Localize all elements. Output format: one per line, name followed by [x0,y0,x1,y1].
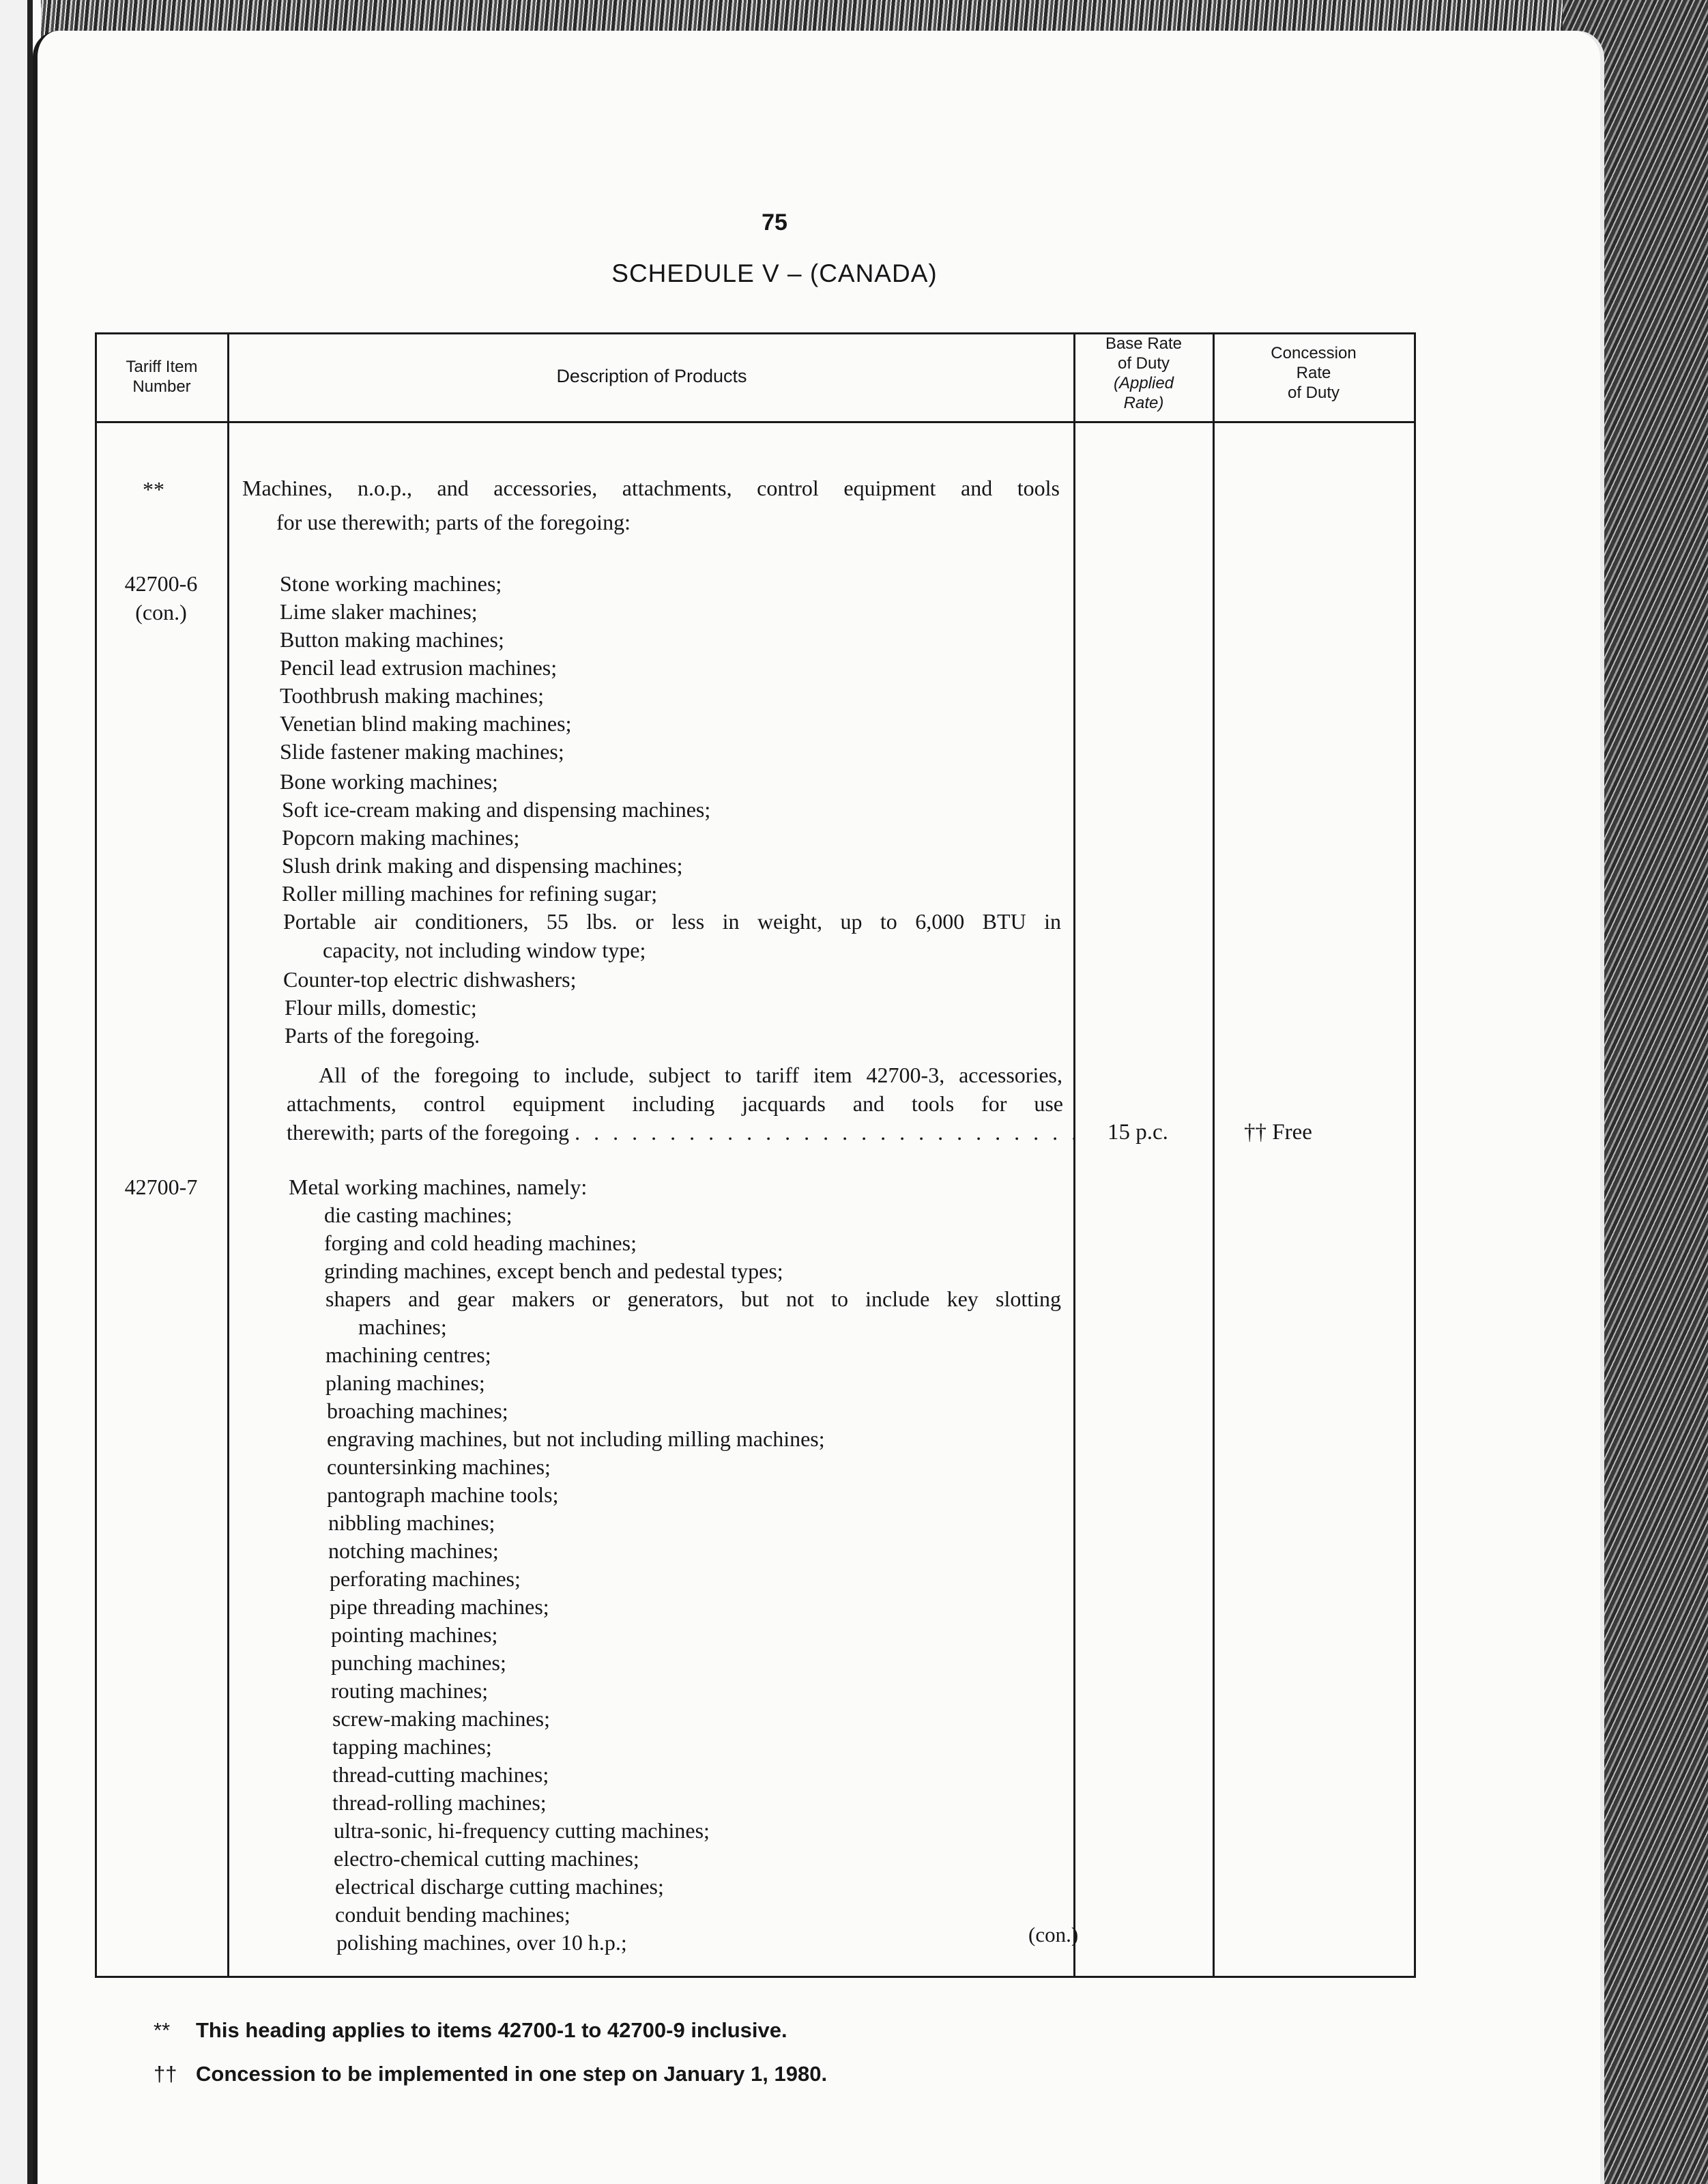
list-item: Soft ice-cream making and dispensing machines; [282,797,711,822]
list-item: Button making machines; [280,627,504,652]
footnote-text: This heading applies to items 42700-1 to 42700-9 inclusive. [196,2018,787,2042]
heading-mark: ** [143,477,164,502]
list-item: tapping machines; [332,1734,492,1759]
list-item: Parts of the foregoing. [285,1023,480,1048]
footnote-mark: ** [154,2018,171,2042]
list-item: Lime slaker machines; [280,599,478,624]
leader-dots: . . . . . . . . . . . . . . . . . . . . . . . . . . . [575,1120,1082,1145]
list-item: countersinking machines; [327,1454,551,1479]
heading-text-line: Machines, n.o.p., and accessories, attachments, control equipment and tools [242,476,1060,500]
list-item: electrical discharge cutting machines; [335,1874,664,1899]
footnote-mark: †† [154,2062,177,2086]
list-item: Portable air conditioners, 55 lbs. or less in weight, up to 6,000 BTU in [283,909,1061,934]
list-item: conduit bending machines; [335,1902,570,1927]
list-item: planing machines; [325,1370,485,1395]
list-item: thread-rolling machines; [332,1790,547,1815]
summary-line: attachments, control equipment including jacquards and tools for use [287,1091,1063,1116]
page-number: 75 [762,210,787,235]
heading-text-line: for use therewith; parts of the foregoing: [276,510,631,534]
list-item: screw-making machines; [332,1706,550,1731]
list-item: engraving machines, but not including milling machines; [327,1426,825,1451]
concession-rate-value: †† Free [1244,1120,1312,1145]
header-concession-line: Rate [1296,364,1331,382]
footnote-concession [154,2062,827,2086]
column-divider-description [1073,332,1075,1976]
list-item: Slush drink making and dispensing machines; [282,853,683,878]
list-item: grinding machines, except bench and pedestal types; [324,1259,783,1283]
summary-line-text: therewith; parts of the foregoing [287,1120,570,1145]
list-item: Stone working machines; [280,571,502,596]
footnote-text: Concession to be implemented in one step on January 1, 1980. [196,2062,828,2086]
list-item: pointing machines; [331,1622,498,1647]
list-item: thread-cutting machines; [332,1762,549,1787]
document-page [33,31,1600,2184]
item2-intro: Metal working machines, namely: [289,1175,588,1199]
list-item: die casting machines; [324,1203,512,1227]
header-tariff-item [100,357,223,397]
list-item: ultra-sonic, hi-frequency cutting machines; [334,1818,710,1843]
list-item: Toothbrush making machines; [280,683,545,708]
header-base-rate-line: of Duty [1117,354,1170,373]
list-item: shapers and gear makers or generators, but not to include key slotting [325,1287,1061,1311]
header-tariff-item-line: Tariff Item [126,358,198,376]
base-rate-value: 15 p.c. [1108,1120,1168,1145]
list-item: machining centres; [325,1342,491,1367]
footnote-heading [154,2018,787,2043]
list-item: Popcorn making machines; [282,825,520,850]
header-base-rate [1077,334,1210,413]
list-item: Bone working machines; [280,769,498,794]
header-description: Description of Products [556,366,747,386]
summary-line [287,1119,1081,1146]
list-item: broaching machines; [327,1398,508,1423]
list-item: pipe threading machines; [330,1594,549,1619]
list-item: Counter-top electric dishwashers; [283,967,577,992]
header-concession [1217,343,1410,403]
column-divider-rate [1213,332,1215,1976]
list-item: routing machines; [331,1678,489,1703]
list-item: Venetian blind making machines; [280,711,572,736]
list-item: Flour mills, domestic; [285,995,477,1020]
header-base-rate-line: Base Rate [1105,334,1183,353]
tariff-item-number-suffix: (con.) [135,600,187,624]
list-item: polishing machines, over 10 h.p.; [336,1930,627,1955]
list-item-continuation: machines; [358,1314,447,1339]
list-item: pantograph machine tools; [327,1482,559,1507]
list-item: forging and cold heading machines; [324,1231,637,1255]
list-item: nibbling machines; [328,1510,495,1535]
header-base-rate-line: Rate) [1123,394,1164,412]
header-concession-line: Concession [1271,344,1357,362]
list-item: Pencil lead extrusion machines; [280,655,558,680]
tariff-item-number: 42700-7 [124,1175,198,1199]
continued-marker: (con.) [1028,1923,1079,1946]
list-item: Roller milling machines for refining sugar; [282,881,658,906]
page-title: SCHEDULE V – (CANADA) [611,259,938,287]
summary-line: All of the foregoing to include, subject to tariff item 42700-3, accessories, [319,1063,1062,1087]
list-item: perforating machines; [330,1566,521,1591]
header-tariff-item-line: Number [132,377,191,396]
column-divider-number [227,332,229,1976]
header-base-rate-line: (Applied [1113,374,1174,392]
list-item: punching machines; [331,1650,506,1675]
header-concession-line: of Duty [1287,384,1340,402]
list-item: Slide fastener making machines; [280,739,564,764]
list-item-continuation: capacity, not including window type; [323,938,646,962]
tariff-item-number: 42700-6 [124,571,198,596]
list-item: electro-chemical cutting machines; [334,1846,639,1871]
list-item: notching machines; [328,1538,499,1563]
header-separator [95,421,1414,423]
